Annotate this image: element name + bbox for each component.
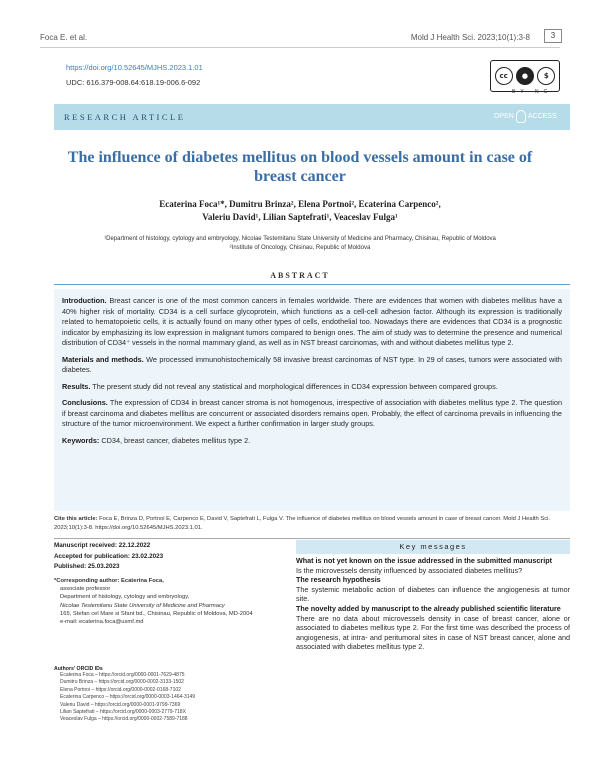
intro-text: Breast cancer is one of the most common cancers in females worldwide. There are evidences that women with diabetes mellitus have a 40% higher risk of mortality. CD34 is a cell surface glycoprotein, which functions as a cell-cell adhesion factor. Although its expression is traditionally related to hematopoietic cells, it is actually found on many other types of cells, endothelial too. Nowadays there are evidences that CD34 is a prognostic indicator by emphasizing its low expression in malignant tumors compared to benign ones. The aim of study was to determine the presence and numerical distribution of CD34⁺ vessels in the normal mammary gland, as well as in NST breast carcinomas, with and without diabetes mellitus type 2. [62,296,562,347]
orcid-entry[interactable]: Elena Portnoi – https://orcid.org/0000-0002-0168-7102 [60,686,181,693]
manuscript-dates [54,541,163,573]
cc-license-badge[interactable] [490,60,560,92]
open-access-left: OPEN [494,113,514,120]
key-messages-heading: Key messages [296,540,570,554]
intro-label: Introduction. [62,296,107,305]
corresponding-label: *Corresponding author: Ecaterina Foca, [54,578,164,584]
corresponding-author [54,577,294,626]
noncommercial-icon: $ [537,67,555,85]
author-list [80,198,520,224]
key-answer: The systemic metabolic action of diabetes can influence the angiogenesis at tumor site. [296,584,570,604]
udc-code: UDC: 616.379-008.64:618.19-006.6-092 [66,78,201,87]
key-question: What is not yet known on the issue addressed in the submitted manuscript [296,556,552,565]
corresponding-line: Department of histology, cytology and embryology, [60,594,190,601]
running-header-journal: Mold J Health Sci. 2023;10(1):3-8 [410,33,530,42]
corresponding-line: 165, Stefan cel Mare si Sfant bd., Chisinau, Republic of Moldova, MD-2004 [60,610,253,617]
attribution-icon: ● [516,67,534,85]
abstract-heading: ABSTRACT [270,271,330,280]
key-answer: There are no data about microvessels density in case of breast cancer, alone or associated to diabetes mellitus type 2. For the first time was described the process of angiogenesis, at intra- and peritumoral sites in case of NST breast cancer, alone and associated with diabetes mellitus type 2. [296,613,570,652]
affiliation-2: ²Institute of Oncology, Chisinau, Republic of Moldova [229,245,371,251]
abstract-box [54,289,570,511]
open-access-right: ACCESS [527,113,557,120]
citation-text: Foca E, Brinza D, Portnoi E, Carpenco E, David V, Saptefrati L, Fulga V. The influence of diabetes mellitus on blood vessels amount in case of breast cancer. Mold J Health Sci. 2023;10(1):3-8. https://doi.org/10.52645/MJHS.2023.1.01. [54,516,551,531]
orcid-entry[interactable]: Lilian Saptefrati – https://orcid.org/0000-0003-2779-718X [60,709,186,716]
abstract-methods [62,355,562,376]
abstract-keywords [62,436,562,447]
affiliation-1: ¹Department of histology, cytology and embryology, Nicolae Testemitanu State University of Medicine and Pharmacy, Chisinau, Republic of Moldova [104,236,496,242]
abstract-conclusions [62,398,562,430]
orcid-entry[interactable]: Veaceslav Fulga – https://orcid.org/0000-0002-7589-7188 [60,716,188,723]
date-published: Published: 25.03.2023 [54,563,120,570]
article-title: The influence of diabetes mellitus on blood vessels amount in case of breast cancer [67,149,533,185]
orcid-entry[interactable]: Valeriu David – https://orcid.org/0000-0001-9799-7369 [60,701,181,708]
license-labels: BY NC [512,89,553,95]
results-label: Results. [62,381,91,391]
results-text: The present study did not reveal any statistical and morphological differences in CD34 expression between compared groups. [92,381,498,391]
corresponding-line: Nicolae Testemitanu State University of Medicine and Pharmacy [60,602,225,609]
citation-divider [54,538,570,539]
date-accepted: Accepted for publication: 23.02.2023 [54,552,164,560]
citation [54,515,570,532]
running-header-authors: Foca E. et al. [40,33,88,42]
open-lock-icon [516,110,526,123]
conclusions-text: The expression of CD34 in breast cancer stroma is not homogenous, irrespective of association with diabetes mellitus type 2. The question if breast carcinoma and diabetes mellitus are concurrent or associated disorders remains open. Probably, the effect of carcinoma prevails in influencing the structure of the tumor microenvironment. We expect a further confirmation in larger study groups. [62,398,563,428]
orcid-entry[interactable]: Dumitru Brinza – https://orcid.org/0000-0002-3133-1502 [60,679,184,686]
corresponding-line: associate professor [60,586,111,593]
abstract-introduction [62,296,562,349]
header-divider [40,47,560,48]
cc-icon: cc [495,67,513,85]
date-received: Manuscript received: 22.12.2022 [54,542,151,549]
open-access-logo [494,110,557,123]
abstract-divider [54,284,570,285]
key-answer: Is the microvessels density influenced by associated diabetes mellitus? [296,565,523,575]
author-line-2: Valeriu David¹, Lilian Saptefrati¹, Veaceslav Fulga¹ [202,212,398,222]
author-line-1: Ecaterina Foca¹*, Dumitru Brinza², Elena Portnoi², Ecaterina Carpenco², [159,199,441,209]
orcid-entry[interactable]: Ecaterina Carpenco – https://orcid.org/0000-0003-1464-3149 [60,694,196,701]
key-messages [296,556,570,652]
doi-link[interactable]: https://doi.org/10.52645/MJHS.2023.1.01 [66,63,203,72]
abstract-results [62,382,562,393]
conclusions-label: Conclusions. [62,398,108,407]
methods-label: Materials and methods. [62,354,144,364]
affiliations [60,235,540,253]
orcid-heading: Authors' ORCID IDs [54,666,103,672]
corresponding-email[interactable]: e-mail: ecaterina.foca@usmf.md [60,619,144,626]
orcid-list [60,672,195,724]
keywords-text: CD34, breast cancer, diabetes mellitus type 2. [101,435,251,445]
methods-text: We processed immunohistochemically 58 invasive breast carcinomas of NST type. In 29 of cases, tumors were associated with diabetes. [62,354,562,374]
key-question: The novelty added by manuscript to the already published scientific literature [296,603,561,613]
orcid-entry[interactable]: Ecaterina Foca – https://orcid.org/0000-0001-7629-4875 [60,672,185,678]
citation-label: Cite this article: [54,516,98,522]
keywords-label: Keywords: [62,435,100,445]
key-question: The research hypothesis [296,575,381,585]
article-type: RESEARCH ARTICLE [64,112,186,122]
page-number: 3 [544,29,562,43]
